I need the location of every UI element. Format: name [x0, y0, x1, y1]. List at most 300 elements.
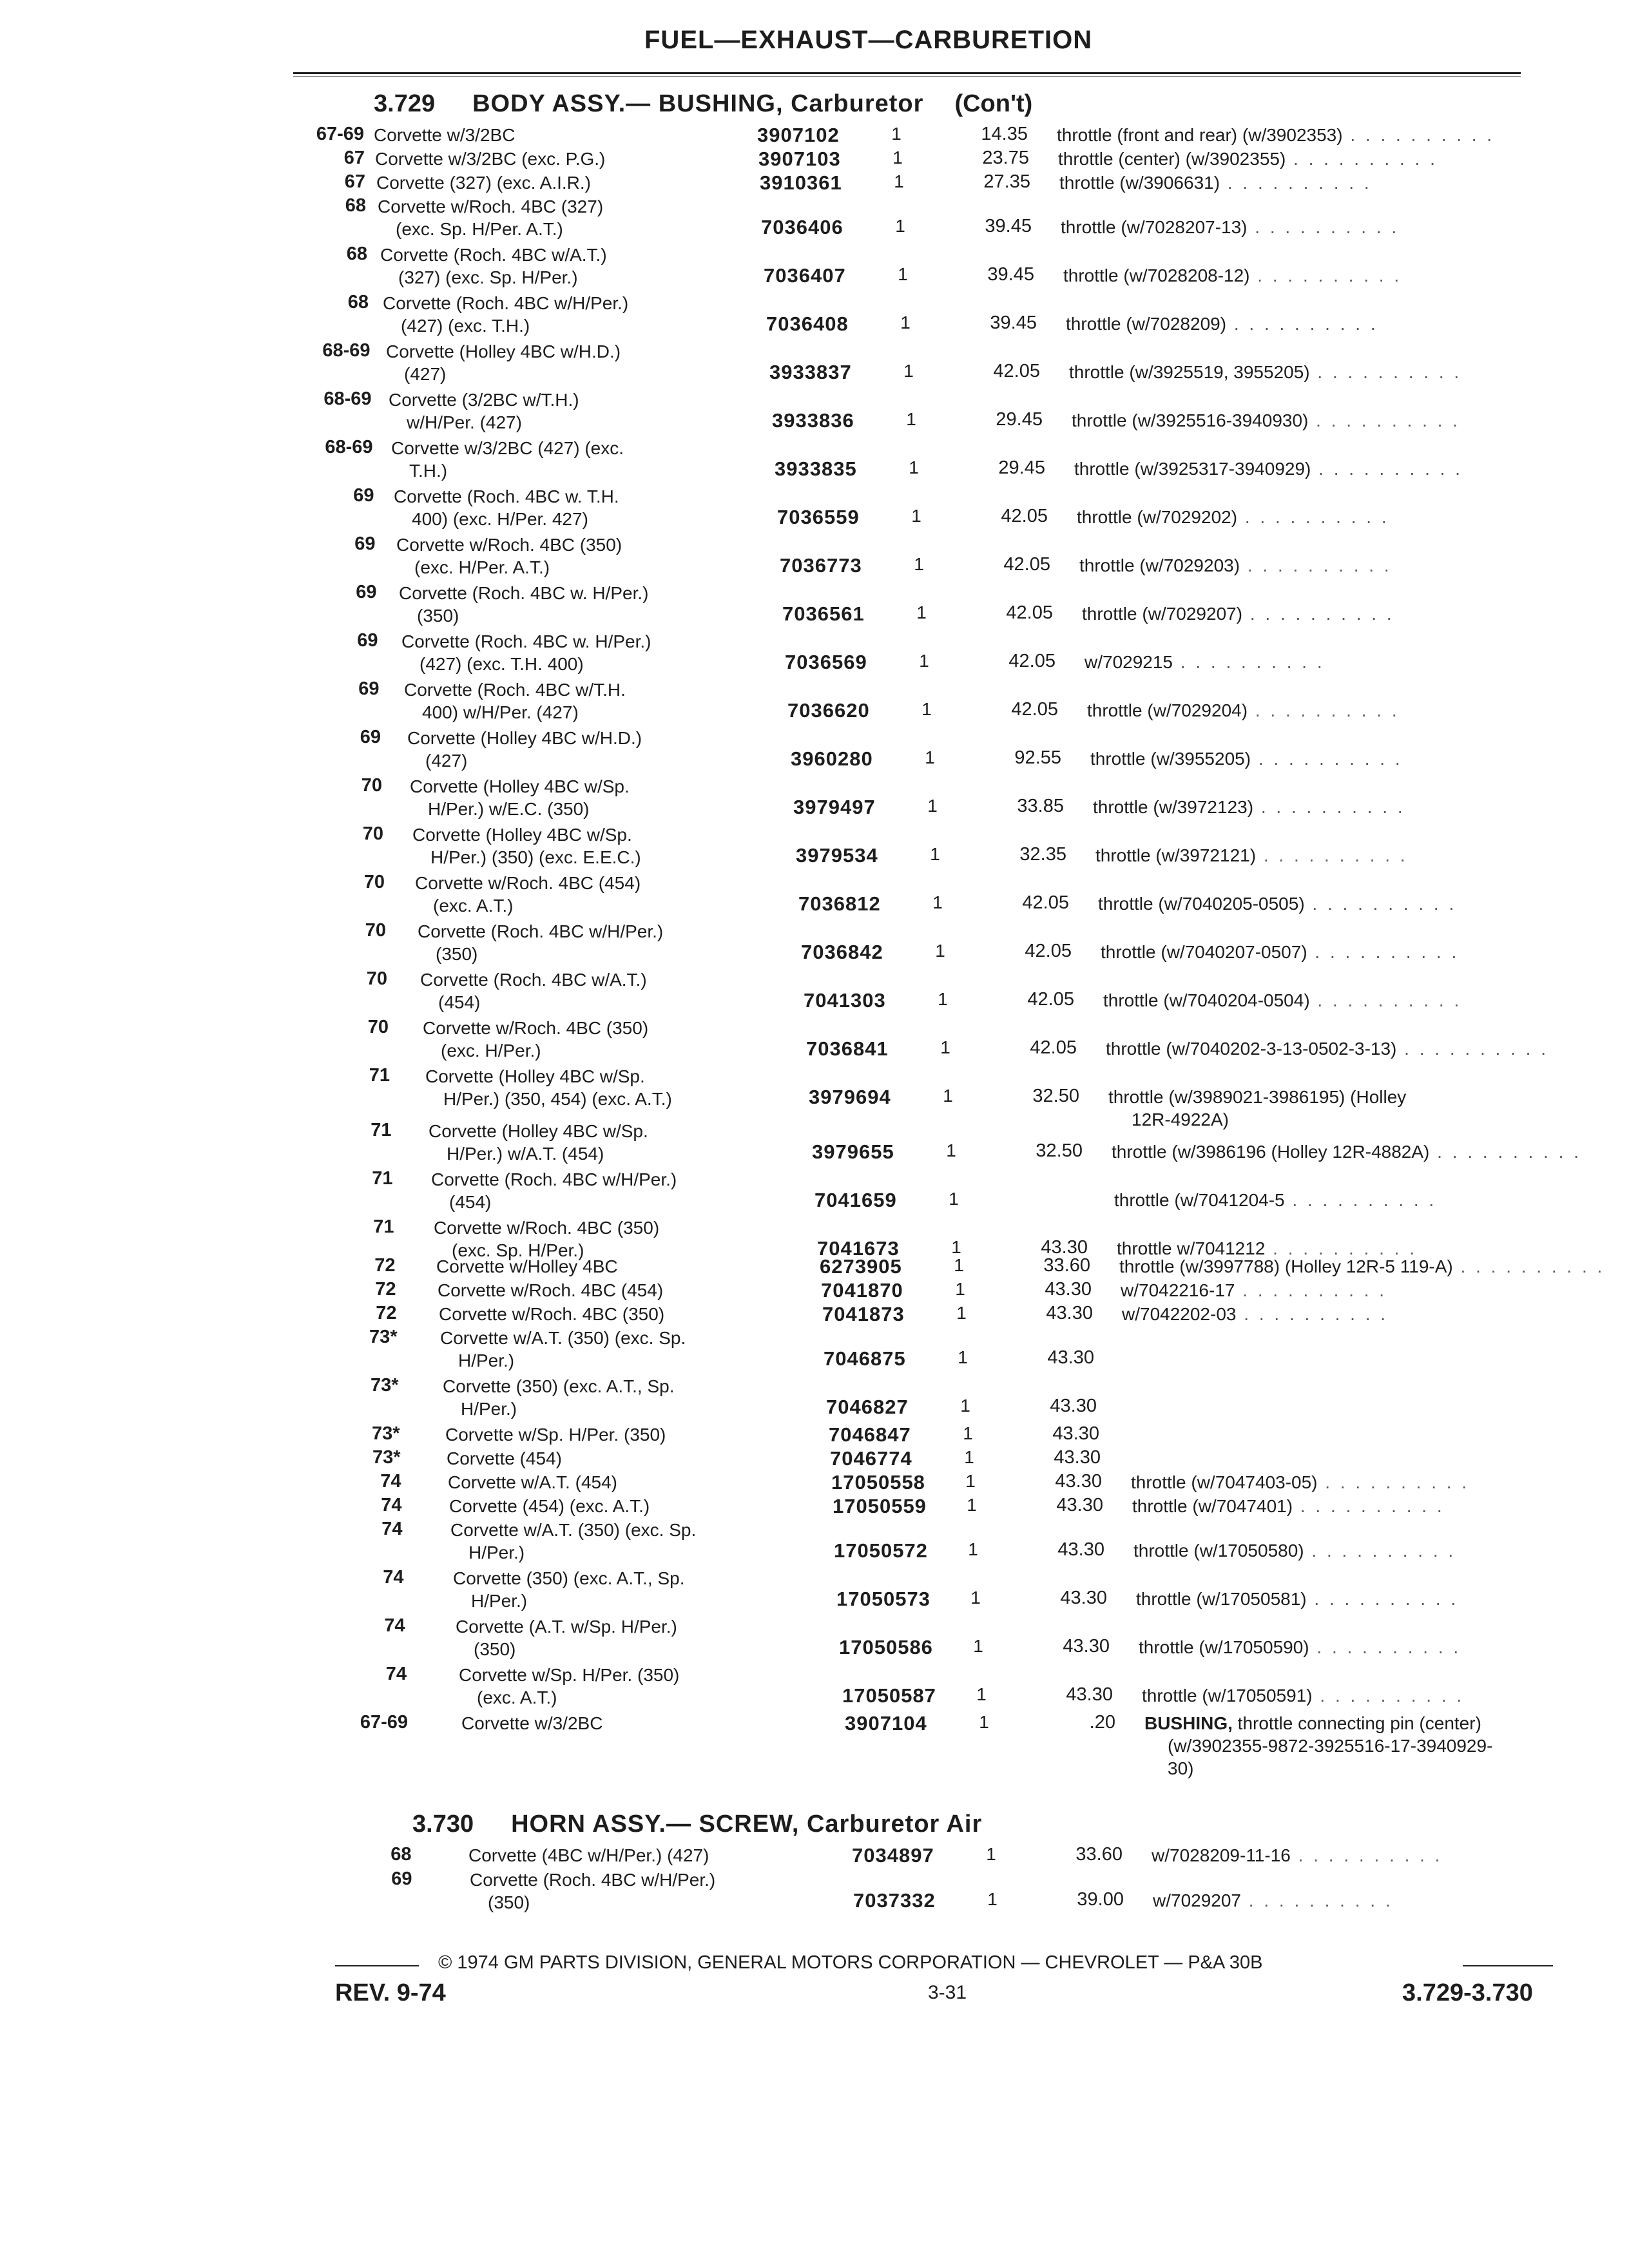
remarks-text: throttle (w/17050581) — [1136, 1589, 1307, 1609]
description-line: Corvette (Roch. 4BC w/A.T.) — [380, 245, 607, 265]
description-line: Corvette w/3/2BC — [374, 125, 516, 145]
remarks-line — [1061, 216, 1399, 238]
remarks-text: throttle (w/3925317-3940929) — [1074, 459, 1311, 479]
model-year: 67 — [344, 171, 365, 192]
description-line: Corvette w/Roch. 4BC (454) — [438, 1280, 664, 1300]
remarks-line — [1058, 148, 1438, 170]
model-year: 74 — [381, 1519, 403, 1539]
quantity: 1 — [986, 1844, 996, 1864]
remarks-text: throttle (w/7040204-0504) — [1103, 990, 1310, 1010]
description-line: Corvette (Holley 4BC w/Sp. — [425, 1066, 645, 1086]
footer-rule-right — [1463, 1965, 1553, 1966]
application-description — [439, 1303, 664, 1325]
remarks-line — [1059, 171, 1372, 194]
part-number: 7036773 — [780, 554, 862, 577]
description-line-continued: (350) — [436, 944, 478, 964]
description-line: Corvette (Roch. 4BC w/H/Per.) — [431, 1169, 677, 1189]
part-number: 7036812 — [798, 892, 881, 915]
leader-dots: . . . . . . . . . . — [1304, 1541, 1456, 1561]
usage-remarks — [1142, 1684, 1464, 1707]
remarks-text: w/7029207 — [1153, 1890, 1242, 1910]
leader-dots: . . . . . . . . . . — [1396, 1039, 1548, 1059]
list-price: 43.30 — [1041, 1237, 1088, 1258]
usage-remarks — [1090, 747, 1403, 770]
footer-page-number: 3-31 — [928, 1982, 967, 2003]
leader-dots: . . . . . . . . . . — [1452, 1256, 1605, 1276]
usage-remarks — [1095, 844, 1408, 867]
application-description — [461, 1712, 602, 1735]
description-line: Corvette w/A.T. (350) (exc. Sp. — [450, 1520, 697, 1540]
leader-dots: . . . . . . . . . . — [1293, 1496, 1445, 1516]
description-line: Corvette (Roch. 4BC w/A.T.) — [420, 970, 647, 990]
remarks-line — [1077, 506, 1389, 528]
list-price: 42.05 — [1025, 941, 1072, 961]
quantity: 1 — [965, 1471, 976, 1491]
part-number: 17050586 — [839, 1636, 933, 1658]
list-price: 33.85 — [1017, 796, 1064, 816]
application-description — [450, 1519, 696, 1564]
description-line: Corvette (Roch. 4BC w/H/Per.) — [418, 921, 664, 941]
leader-dots: . . . . . . . . . . — [1253, 797, 1405, 817]
leader-dots: . . . . . . . . . . — [1265, 1238, 1417, 1258]
part-number: 17050559 — [833, 1495, 927, 1517]
quantity: 1 — [925, 747, 935, 767]
model-year: 69 — [391, 1869, 412, 1889]
description-line-continued: (350) — [488, 1892, 530, 1912]
description-line: Corvette (Holley 4BC w/H.D.) — [407, 728, 642, 748]
application-description — [456, 1615, 677, 1660]
application-description — [453, 1567, 684, 1612]
section-continued: (Con't) — [954, 90, 1033, 117]
description-line-continued: (327) (exc. Sp. H/Per.) — [398, 267, 578, 287]
quantity: 1 — [970, 1588, 981, 1608]
application-description — [468, 1844, 709, 1867]
application-description — [378, 195, 603, 240]
part-number: 3933835 — [775, 457, 857, 480]
application-description — [401, 630, 651, 675]
description-line: Corvette (Holley 4BC w/H.D.) — [386, 341, 621, 361]
quantity: 1 — [951, 1237, 961, 1257]
list-price: 42.05 — [1030, 1037, 1077, 1058]
quantity: 1 — [930, 844, 940, 864]
remarks-line — [1139, 1636, 1461, 1658]
list-price: 43.30 — [1057, 1539, 1104, 1560]
leader-dots: . . . . . . . . . . — [1241, 1890, 1393, 1910]
quantity: 1 — [900, 312, 911, 332]
quantity: 1 — [938, 989, 948, 1009]
part-number: 3907104 — [845, 1712, 927, 1735]
description-line: Corvette (Roch. 4BC w/T.H. — [404, 680, 626, 700]
description-line: Corvette w/A.T. (454) — [448, 1472, 617, 1492]
application-description — [386, 340, 621, 385]
description-line-continued: (exc. Sp. H/Per.) — [452, 1240, 584, 1260]
usage-remarks — [1059, 171, 1372, 194]
description-line-continued: (427) — [425, 751, 468, 771]
list-price: 14.35 — [981, 124, 1028, 144]
model-year: 73* — [369, 1327, 398, 1347]
remarks-text: throttle (w/17050580) — [1133, 1541, 1304, 1561]
list-price: 43.30 — [1047, 1347, 1094, 1368]
remarks-line — [1090, 747, 1403, 770]
description-line: Corvette (Holley 4BC w/Sp. — [429, 1121, 648, 1141]
model-year: 74 — [380, 1471, 401, 1492]
application-description — [412, 823, 641, 869]
part-number: 3960280 — [791, 747, 873, 770]
leader-dots: . . . . . . . . . . — [1311, 459, 1463, 479]
list-price: 23.75 — [982, 148, 1029, 168]
model-year: 71 — [373, 1216, 394, 1237]
quantity: 1 — [976, 1684, 987, 1704]
model-year: 69 — [357, 630, 378, 651]
part-number: 7036620 — [787, 699, 870, 722]
list-price: 42.05 — [1001, 506, 1048, 526]
remarks-text: throttle (w/7041204-5 — [1114, 1190, 1285, 1210]
remarks-text: throttle (w/3997788) (Holley 12R-5 119-A) — [1119, 1256, 1453, 1276]
quantity: 1 — [964, 1447, 974, 1467]
leader-dots: . . . . . . . . . . — [1309, 1637, 1461, 1657]
application-description — [394, 485, 619, 530]
model-year: 69 — [360, 727, 381, 747]
remarks-text: throttle (w/7028207-13) — [1061, 217, 1248, 237]
part-number: 7036407 — [764, 264, 846, 287]
usage-remarks — [1122, 1303, 1388, 1325]
model-year: 70 — [365, 920, 386, 941]
description-line-continued: H/Per.) — [461, 1399, 517, 1419]
description-line: Corvette (Holley 4BC w/Sp. — [412, 825, 632, 845]
leader-dots: . . . . . . . . . . — [1235, 1280, 1387, 1300]
remarks-line — [1121, 1279, 1387, 1302]
leader-dots: . . . . . . . . . . — [1309, 362, 1462, 382]
list-price: 32.35 — [1019, 844, 1066, 865]
remarks-part-name: BUSHING, — [1144, 1713, 1233, 1733]
remarks-text: throttle (w/7047403-05) — [1131, 1472, 1318, 1492]
remarks-line — [1119, 1255, 1605, 1278]
description-line-continued: H/Per.) — [468, 1542, 525, 1562]
model-year: 68 — [347, 292, 369, 312]
part-number: 7036561 — [782, 602, 865, 625]
remarks-line — [1101, 941, 1459, 963]
description-line: Corvette (Roch. 4BC w/H/Per.) — [383, 293, 629, 313]
part-number: 3979655 — [812, 1140, 894, 1163]
part-number: 7046774 — [830, 1447, 912, 1470]
remarks-line — [1082, 602, 1394, 625]
section-number: 3.730 — [412, 1811, 474, 1838]
model-year: 68 — [390, 1844, 412, 1865]
section-number: 3.729 — [374, 90, 436, 117]
list-price: 43.30 — [1046, 1303, 1093, 1323]
remarks-text: throttle (w/7040205-0505) — [1098, 894, 1305, 914]
footer-copyright: © 1974 GM PARTS DIVISION, GENERAL MOTORS CORPORATION — CHEVROLET — P&A 30B — [438, 1952, 1263, 1973]
header-rule — [293, 72, 1521, 74]
model-year: 73* — [371, 1423, 400, 1444]
application-description — [449, 1495, 650, 1517]
leader-dots: . . . . . . . . . . — [1317, 1472, 1470, 1492]
remarks-text: throttle (w/3989021-3986195) (Holley — [1108, 1087, 1407, 1107]
model-year: 69 — [358, 678, 380, 699]
usage-remarks — [1072, 409, 1460, 432]
remarks-line — [1072, 409, 1460, 432]
quantity: 1 — [903, 361, 914, 381]
remarks-line — [1103, 989, 1461, 1012]
description-line-continued: H/Per.) w/E.C. (350) — [428, 799, 590, 819]
part-number: 17050572 — [834, 1539, 928, 1562]
leader-dots: . . . . . . . . . . — [1307, 942, 1460, 962]
application-description — [436, 1255, 618, 1278]
leader-dots: . . . . . . . . . . — [1290, 1845, 1443, 1865]
description-line-continued: (427) — [404, 364, 447, 384]
leader-dots: . . . . . . . . . . — [1342, 125, 1495, 145]
remarks-text: throttle (w/3972121) — [1095, 845, 1257, 865]
usage-remarks — [1119, 1255, 1605, 1278]
quantity: 1 — [895, 216, 905, 236]
model-year: 74 — [385, 1664, 407, 1684]
model-year: 68-69 — [325, 437, 373, 457]
usage-remarks — [1108, 1086, 1406, 1131]
description-line: Corvette (350) (exc. A.T., Sp. — [453, 1568, 685, 1588]
model-year: 72 — [375, 1279, 396, 1300]
usage-remarks — [1084, 651, 1325, 673]
quantity: 1 — [940, 1037, 950, 1057]
description-line-continued: (350) — [474, 1639, 516, 1659]
application-description — [431, 1168, 677, 1213]
usage-remarks — [1114, 1189, 1436, 1211]
model-year: 71 — [372, 1168, 393, 1189]
description-line: Corvette w/A.T. (350) (exc. Sp. — [440, 1328, 686, 1348]
leader-dots: . . . . . . . . . . — [1240, 555, 1392, 575]
part-number: 3910361 — [760, 171, 842, 194]
description-line: Corvette (454) — [447, 1448, 562, 1468]
remarks-line — [1108, 1086, 1406, 1108]
remarks-line — [1063, 264, 1402, 287]
description-line-continued: (350) — [417, 606, 459, 626]
part-number: 7046827 — [826, 1396, 909, 1418]
leader-dots: . . . . . . . . . . — [1242, 604, 1394, 624]
description-line: Corvette (A.T. w/Sp. H/Per.) — [456, 1617, 677, 1637]
usage-remarks — [1103, 989, 1461, 1012]
quantity: 1 — [946, 1140, 956, 1160]
quantity: 1 — [891, 124, 901, 144]
remarks-text: throttle (w/3906631) — [1059, 173, 1220, 193]
description-line: Corvette w/Roch. 4BC (350) — [396, 535, 622, 555]
part-number: 7041659 — [815, 1189, 897, 1211]
part-number: 3933836 — [772, 409, 854, 432]
part-number: 7036841 — [806, 1037, 889, 1060]
application-description — [376, 171, 591, 194]
remarks-text: throttle (w/7029204) — [1087, 700, 1248, 720]
description-line: Corvette (Roch. 4BC w. H/Per.) — [401, 631, 651, 651]
remarks-text: throttle (w/17050591) — [1142, 1686, 1313, 1706]
model-year: 71 — [371, 1120, 392, 1140]
part-number: 7041870 — [821, 1279, 903, 1302]
leader-dots: . . . . . . . . . . — [1236, 1304, 1389, 1324]
usage-remarks — [1106, 1037, 1548, 1060]
description-line: Corvette (327) (exc. A.I.R.) — [376, 173, 591, 193]
remarks-text: throttle w/7041212 — [1117, 1238, 1266, 1258]
quantity: 1 — [911, 506, 921, 526]
description-line-continued: (454) — [449, 1192, 492, 1212]
footer-rule-left — [335, 1965, 419, 1966]
list-price: 43.30 — [1060, 1588, 1107, 1608]
quantity: 1 — [932, 892, 943, 912]
description-line-continued: H/Per.) (350) (exc. E.E.C.) — [430, 847, 641, 867]
header-rule-thin — [293, 76, 1521, 77]
application-description — [375, 148, 605, 170]
list-price: 43.30 — [1052, 1423, 1099, 1444]
description-line-continued: (exc. H/Per.) — [441, 1041, 541, 1061]
remarks-line — [1133, 1539, 1456, 1562]
application-description — [391, 437, 624, 482]
model-year: 68 — [346, 244, 367, 264]
application-description — [383, 292, 628, 337]
description-line: Corvette w/3/2BC (427) (exc. — [391, 438, 624, 458]
leader-dots: . . . . . . . . . . — [1251, 749, 1403, 769]
part-number: 7041303 — [804, 989, 886, 1012]
leader-dots: . . . . . . . . . . — [1306, 1589, 1459, 1609]
description-line: Corvette w/Roch. 4BC (350) — [434, 1218, 660, 1238]
part-number: 7036408 — [766, 312, 849, 335]
remarks-line — [1095, 844, 1408, 867]
page-header-title: FUEL—EXHAUST—CARBURETION — [644, 26, 1093, 54]
remarks-text: w/7042202-03 — [1122, 1304, 1237, 1324]
list-price: 33.60 — [1043, 1255, 1090, 1276]
application-description — [407, 727, 642, 772]
quantity: 1 — [968, 1539, 978, 1559]
list-price: 42.05 — [1006, 602, 1053, 623]
description-line-continued: (427) (exc. T.H.) — [401, 316, 530, 336]
application-description — [410, 775, 630, 820]
description-line: Corvette (Roch. 4BC w. H/Per.) — [399, 583, 649, 603]
list-price: 42.05 — [1008, 651, 1055, 671]
part-number: 7037332 — [853, 1889, 936, 1912]
description-line: Corvette (454) (exc. A.T.) — [449, 1496, 650, 1516]
part-number: 17050573 — [836, 1588, 930, 1610]
leader-dots: . . . . . . . . . . — [1247, 217, 1400, 237]
model-year: 68-69 — [323, 389, 372, 409]
remarks-text: throttle (front and rear) (w/3902353) — [1057, 125, 1343, 145]
description-line: Corvette w/Roch. 4BC (350) — [423, 1018, 649, 1038]
description-line-continued: H/Per.) — [458, 1350, 515, 1370]
remarks-line — [1112, 1140, 1581, 1163]
application-description — [443, 1375, 674, 1420]
quantity: 1 — [979, 1712, 989, 1732]
remarks-line — [1057, 124, 1494, 146]
application-description — [399, 582, 648, 627]
application-description — [438, 1279, 663, 1302]
leader-dots: . . . . . . . . . . — [1308, 410, 1460, 430]
footer-section-range: 3.729-3.730 — [1402, 1979, 1533, 2006]
description-line: Corvette w/Sp. H/Per. (350) — [445, 1425, 666, 1445]
remarks-line — [1106, 1037, 1548, 1060]
application-description — [420, 968, 647, 1014]
model-year: 73* — [372, 1447, 401, 1468]
list-price: 29.45 — [998, 457, 1045, 478]
application-description — [429, 1120, 648, 1165]
list-price: 33.60 — [1075, 1844, 1123, 1865]
application-description — [380, 244, 607, 289]
list-price: 92.55 — [1014, 747, 1061, 768]
remarks-line — [1079, 554, 1392, 577]
model-year: 74 — [383, 1567, 404, 1588]
model-year: 73* — [370, 1375, 399, 1396]
remarks-line-continued: 12R-4922A) — [1132, 1110, 1229, 1129]
model-year: 70 — [366, 968, 387, 989]
leader-dots: . . . . . . . . . . — [1237, 507, 1389, 527]
list-price: 42.05 — [1011, 699, 1058, 720]
list-price: 43.30 — [1063, 1636, 1110, 1657]
quantity: 1 — [956, 1303, 967, 1323]
model-year: 70 — [361, 775, 382, 796]
part-number: 3907102 — [757, 124, 840, 146]
usage-remarks — [1087, 699, 1400, 722]
description-line-continued: H/Per.) (350, 454) (exc. A.T.) — [443, 1089, 672, 1109]
remarks-text: throttle (w/7028209) — [1066, 314, 1227, 334]
quantity: 1 — [909, 457, 919, 477]
quantity: 1 — [921, 699, 932, 719]
usage-remarks — [1077, 506, 1389, 528]
remarks-line — [1131, 1471, 1469, 1494]
quantity: 1 — [987, 1889, 998, 1909]
part-number: 3979497 — [793, 796, 876, 818]
quantity: 1 — [927, 796, 938, 816]
model-year: 70 — [362, 823, 383, 844]
list-price: .20 — [1089, 1712, 1115, 1733]
model-year: 67-69 — [316, 124, 364, 144]
remarks-text: throttle (w/3925516-3940930) — [1072, 410, 1309, 430]
list-price: 43.30 — [1050, 1396, 1097, 1416]
description-line-continued: (exc. A.T.) — [433, 896, 514, 916]
quantity: 1 — [935, 941, 945, 961]
description-line: Corvette w/3/2BC — [461, 1713, 603, 1733]
remarks-line-continued: (w/3902355-9872-3925516-17-3940929- — [1168, 1736, 1493, 1756]
section-heading — [412, 1811, 982, 1838]
description-line: Corvette w/Sp. H/Per. (350) — [459, 1665, 680, 1685]
usage-remarks — [1153, 1889, 1393, 1912]
remarks-line — [1144, 1712, 1492, 1735]
part-number: 3933837 — [769, 361, 852, 383]
remarks-line — [1136, 1588, 1458, 1610]
description-line-continued: H/Per.) w/A.T. (454) — [447, 1144, 604, 1164]
list-price: 32.50 — [1036, 1140, 1083, 1161]
description-line: Corvette (4BC w/H/Per.) (427) — [468, 1845, 709, 1865]
usage-remarks — [1093, 796, 1405, 818]
description-line-continued: 400) w/H/Per. (427) — [422, 702, 579, 722]
leader-dots: . . . . . . . . . . — [1220, 173, 1372, 193]
description-line: Corvette w/Roch. 4BC (454) — [415, 873, 641, 893]
description-line-continued: T.H.) — [409, 461, 448, 481]
application-description — [423, 1017, 648, 1062]
remarks-text: throttle (w/3955205) — [1090, 749, 1251, 769]
usage-remarks — [1139, 1636, 1461, 1658]
remarks-text: w/7028209-11-16 — [1152, 1845, 1291, 1865]
remarks-line — [1114, 1189, 1436, 1211]
list-price: 43.30 — [1066, 1684, 1113, 1705]
usage-remarks — [1144, 1712, 1492, 1780]
leader-dots: . . . . . . . . . . — [1173, 652, 1325, 672]
remarks-line — [1098, 892, 1456, 915]
list-price: 42.05 — [1022, 892, 1069, 913]
usage-remarks — [1066, 312, 1378, 335]
description-line-continued: (exc. Sp. H/Per. A.T.) — [396, 219, 563, 239]
application-description — [374, 124, 515, 146]
usage-remarks — [1132, 1495, 1445, 1517]
usage-remarks — [1074, 457, 1463, 480]
remarks-line — [1152, 1844, 1442, 1867]
description-line: Corvette (350) (exc. A.T., Sp. — [443, 1376, 675, 1396]
usage-remarks — [1057, 124, 1494, 146]
usage-remarks — [1121, 1279, 1387, 1302]
list-price: 39.45 — [987, 264, 1034, 285]
usage-remarks — [1136, 1588, 1458, 1610]
